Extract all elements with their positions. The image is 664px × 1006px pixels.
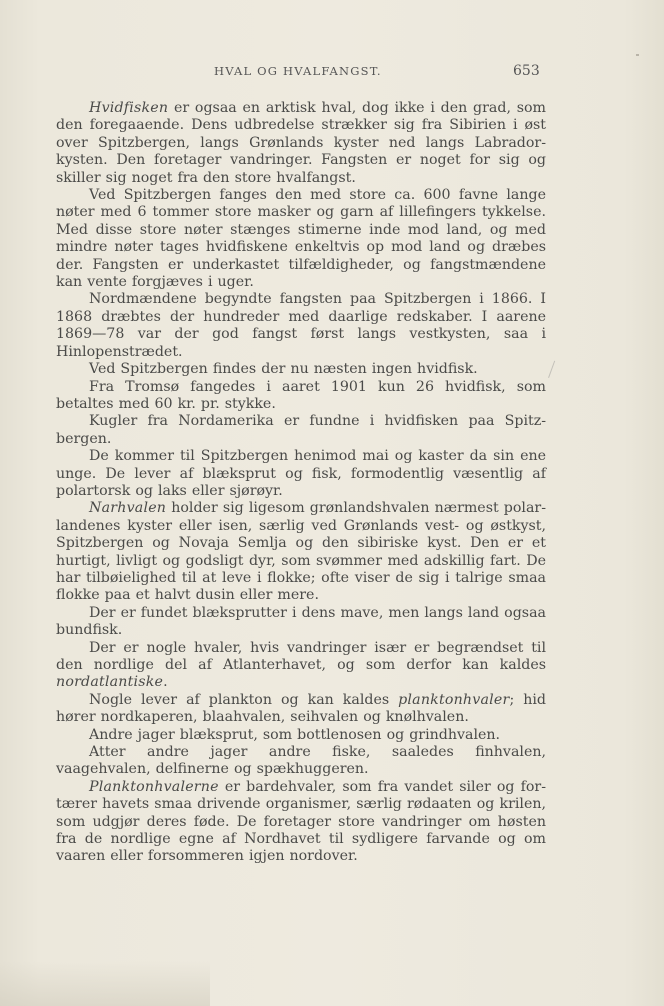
paragraph [56, 779, 546, 866]
paragraph [56, 100, 546, 187]
print-speck [636, 54, 639, 56]
paragraph-text: ; hid hører nordkaperen, blaahvalen, seihvalen og knølhvalen. [56, 691, 546, 726]
paragraph [56, 413, 546, 448]
paragraph [56, 379, 546, 414]
paragraph [56, 291, 546, 361]
paragraph-text: Nordmændene begyndte fangsten paa Spitzbergen i 1866. I 1868 dræbtes der hundreder med daarlige redskaber. I aarene 1869—78 var der god fangst først langs vestkysten, saa i Hinlopenstrædet. [56, 291, 546, 360]
paragraph-text: De kommer til Spitzbergen henimod mai og kaster da sin ene unge. De lever af blæksprut og fisk, formodentlig væsentlig af polartorsk og laks eller sjørøyr. [56, 448, 546, 499]
paragraph-text: . [163, 674, 168, 691]
paragraph [56, 692, 546, 727]
running-head: HVAL OG HVALFANGST. [214, 64, 382, 78]
italic-term: Narhvalen [89, 500, 167, 517]
paragraph-text: Ved Spitzbergen fanges den med store ca. 600 favne lange nøter med 6 tommer store masker og garn af lillefingers tykkelse. Med disse store nøter stænges stimerne inde mod land, og med mindre nøter tages hvidfiskene enkeltvis op mod land og dræbes der. Fangsten er underkastet tilfældigheder, og fangstmændene kan vente forgjæves i uger. [56, 187, 546, 291]
paragraph [56, 727, 546, 744]
italic-term: Hvidfisken [89, 100, 169, 116]
italic-term: planktonhvaler [398, 691, 510, 708]
paragraph-text: Kugler fra Nordamerika er fundne i hvidfisken paa Spitz-bergen. [56, 413, 546, 447]
body-text [56, 100, 546, 866]
paragraph-text: Nogle lever af plankton og kan kaldes [89, 691, 399, 708]
paragraph [56, 448, 546, 500]
paragraph [56, 640, 546, 692]
paragraph [56, 500, 546, 604]
page-edge-shadow [0, 961, 210, 1006]
paragraph-text: Der er fundet blæksprutter i dens mave, men langs land ogsaa bundfisk. [56, 604, 546, 639]
paragraph-text: Andre jager blæksprut, som bottlenosen og grindhvalen. [89, 726, 501, 743]
paragraph [56, 187, 546, 291]
page-header [0, 64, 664, 84]
paragraph [56, 605, 546, 640]
paragraph-text: holder sig ligesom grønlandshvalen nærmest polar-landenes kyster eller isen, særlig ved Grønlands vest- og østkyst, Spitzbergen og Novaja Semlja og den sibiriske kyst. Den er et hurtigt, livligt og godsligt dyr, som svømmer med adskillig fart. De har tilbøielighed til at leve i flokke; ofte viser de sig i talrige smaa flokke paa et halvt dusin eller mere. [56, 500, 546, 604]
paragraph-text: Der er nogle hvaler, hvis vandringer især er begrændset til den nordlige del af Atlanterhavet, og som derfor kan kaldes [56, 639, 546, 673]
paragraph [56, 744, 546, 779]
paragraph-text: er ogsaa en arktisk hval, dog ikke i den grad, som den foregaaende. Dens udbredelse strækker sig fra Sibirien i øst over Spitzbergen, langs Grønlands kyster ned langs Labrador-kysten. Den foretager vandringer. Fangsten er noget for sig og skiller sig noget fra den store hvalfangst. [56, 100, 546, 186]
paragraph-text: er bardehvaler, som fra vandet siler og for-tærer havets smaa drivende organismer, særlig rødaaten og krilen, som udgjør deres føde. De foretager store vandringer om høsten fra de nordlige egne af Nordhavet til sydligere farvande og om vaaren eller forsommeren igjen nordover. [56, 778, 546, 865]
italic-term: nordatlantiske [56, 674, 164, 691]
paragraph [56, 361, 546, 378]
paragraph-text: Atter andre jager andre fiske, saaledes finhvalen, vaagehvalen, delfinerne og spækhuggeren. [56, 744, 546, 778]
italic-term: Planktonhvalerne [89, 778, 219, 795]
paragraph-text: Fra Tromsø fangedes i aaret 1901 kun 26 hvidfisk, som betaltes med 60 kr. pr. stykke. [56, 378, 546, 412]
page-number: 653 [513, 63, 540, 79]
paragraph-text: Ved Spitzbergen findes der nu næsten ingen hvidfisk. [89, 361, 478, 378]
margin-mark [548, 361, 559, 380]
